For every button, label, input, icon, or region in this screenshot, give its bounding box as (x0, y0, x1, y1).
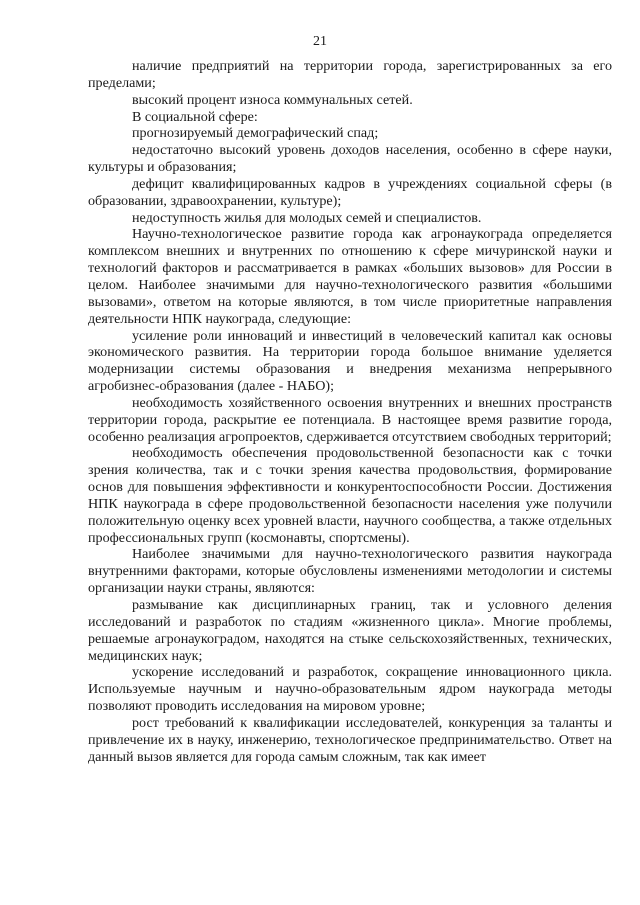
paragraph: необходимость обеспечения продовольственной безопасности как с точки зрения количества, так и с точки зрения качества продовольствия, формирование основ для повышения эффективности и конкурентоспособности России. Достижения НПК наукограда в сфере продовольственной безопасности населения уже получили положительную оценку всех уровней власти, научного сообщества, а также отдельных профессиональных групп (космонавты, спортсмены). (88, 445, 612, 546)
paragraph: недоступность жилья для молодых семей и специалистов. (132, 209, 482, 226)
paragraph: ускорение исследований и разработок, сокращение инновационного цикла. Используемые научным и научно-образовательным ядром наукограда методы позволяют проводить исследования на мировом уровне; (88, 664, 612, 715)
paragraph: прогнозируемый демографический спад; (132, 125, 379, 142)
document-body (88, 58, 612, 765)
paragraph: рост требований к квалификации исследователей, конкуренция за таланты и привлечение их в науку, инженерию, технологическое предпринимательство. Ответ на данный вызов является для города самым сложным, так как имеет (88, 714, 612, 765)
paragraph: наличие предприятий на территории города, зарегистрированных за его пределами; (88, 58, 612, 91)
page-number: 21 (313, 34, 327, 49)
paragraph: высокий процент износа коммунальных сетей. (132, 91, 413, 108)
paragraph: дефицит квалифицированных кадров в учреждениях социальной сферы (в образовании, здравоохранении, культуре); (88, 175, 612, 209)
paragraph: необходимость хозяйственного освоения внутренних и внешних пространств территории города, раскрытие ее потенциала. В настоящее время развитие города, особенно реализация агропроектов, сдерживается отсутствием свободных территорий; (88, 394, 612, 445)
paragraph: Научно-технологическое развитие города как агронаукограда определяется комплексом внешних и внутренних по отношению к сфере мичуринской науки и технологий факторов и рассматривается в рамках «больших вызовов» для России в целом. Наиболее значимыми для научно-технологического развития «большими вызовами», ответом на которые являются, в том числе приоритетные направления деятельности НПК наукограда, следующие: (88, 226, 612, 327)
paragraph: размывание как дисциплинарных границ, так и условного деления исследований и разработок по стадиям «жизненного цикла». Многие проблемы, решаемые агронаукоградом, находятся на стыке сельскохозяйственных, технических, медицинских наук; (88, 597, 612, 664)
paragraph: недостаточно высокий уровень доходов населения, особенно в сфере науки, культуры и образования; (88, 142, 612, 176)
paragraph: В социальной сфере: (132, 108, 258, 125)
paragraph: усиление роли инноваций и инвестиций в человеческий капитал как основы экономического развития. На территории города большое внимание уделяется модернизации системы образования и внедрения механизма непрерывного агробизнес-образования (далее - НАБО); (88, 327, 612, 395)
paragraph: Наиболее значимыми для научно-технологического развития наукограда внутренними факторами, которые обусловлены изменениями методологии и системы организации науки страны, являются: (88, 546, 612, 597)
